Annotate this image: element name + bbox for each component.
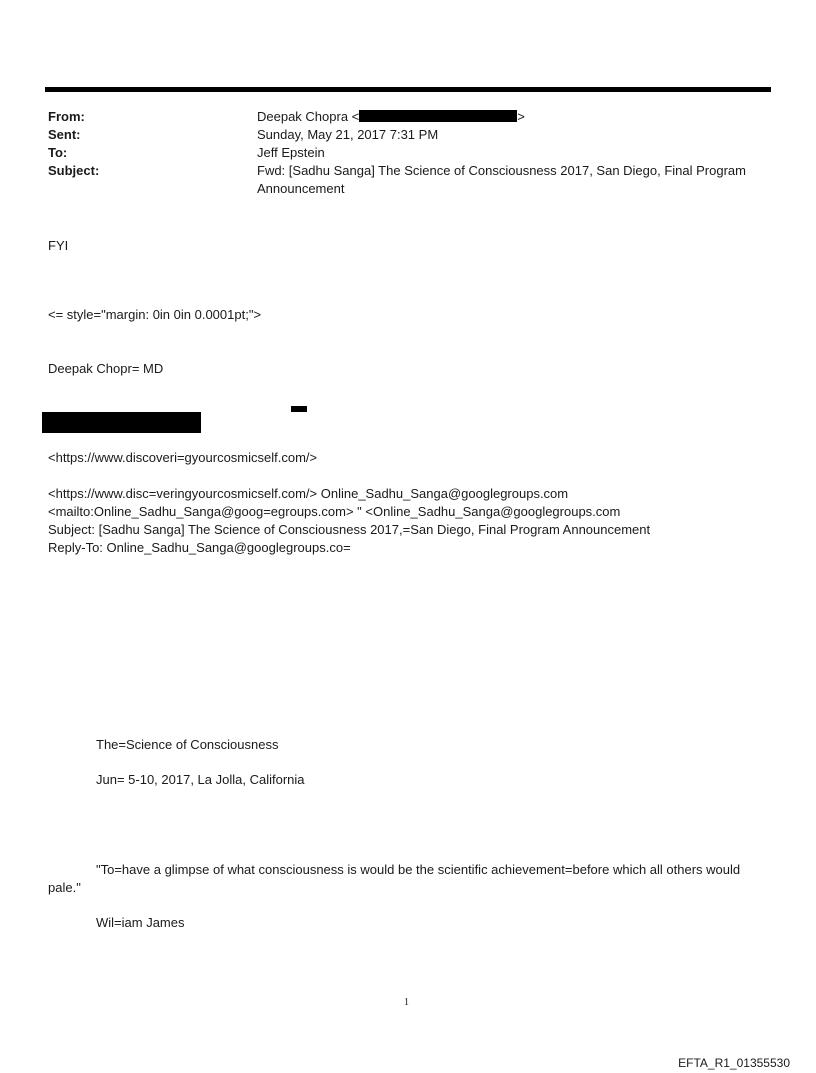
to-value: Jeff Epstein: [257, 145, 325, 160]
from-value: [257, 109, 525, 124]
document-id: EFTA_R1_01355530: [678, 1056, 790, 1070]
event-date: Jun= 5-10, 2017, La Jolla, California: [96, 772, 305, 787]
sent-label: Sent:: [48, 127, 81, 142]
signature-text: Deepak Chopr= MD: [48, 361, 164, 376]
subject-label: Subject:: [48, 163, 100, 178]
header-divider: [45, 87, 771, 92]
subject-line-1: Fwd: [Sadhu Sanga] The Science of Consciousness 2017, San Diego, Final Program: [257, 163, 746, 178]
redaction-block: [42, 412, 201, 433]
to-label: To:: [48, 145, 68, 160]
fyi-text: FYI: [48, 238, 69, 253]
forward-header-line-4: Reply-To: Online_Sadhu_Sanga@googlegroups.co=: [48, 540, 351, 555]
sent-value: Sunday, May 21, 2017 7:31 PM: [257, 127, 439, 142]
redacted-email: [359, 110, 517, 122]
style-artifact-text: <= style="margin: 0in 0in 0.0001pt;">: [48, 307, 262, 322]
subject-line-2: Announcement: [257, 181, 345, 196]
quote-line-1: "To=have a glimpse of what consciousness is would be the scientific achievement=before which all others would: [96, 862, 741, 877]
quote-line-2: pale.": [48, 880, 81, 895]
forward-header-line-1: <https://www.disc=veringyourcosmicself.com/> Online_Sadhu_Sanga@googlegroups.com: [48, 486, 569, 501]
from-label: From:: [48, 109, 85, 124]
from-name: Deepak Chopra <: [257, 109, 360, 124]
from-end: >: [517, 109, 525, 124]
page-number: 1: [404, 997, 409, 1008]
forward-header-line-3: Subject: [Sadhu Sanga] The Science of Consciousness 2017,=San Diego, Final Program Announcement: [48, 522, 651, 537]
event-title: The=Science of Consciousness: [96, 737, 279, 752]
redaction-mark-small: [291, 406, 307, 412]
quote-author: Wil=iam James: [96, 915, 185, 930]
forward-header-line-2: <mailto:Online_Sadhu_Sanga@goog=egroups.com> " <Online_Sadhu_Sanga@googlegroups.com: [48, 504, 621, 519]
link-text-1: <https://www.discoveri=gyourcosmicself.com/>: [48, 450, 318, 465]
